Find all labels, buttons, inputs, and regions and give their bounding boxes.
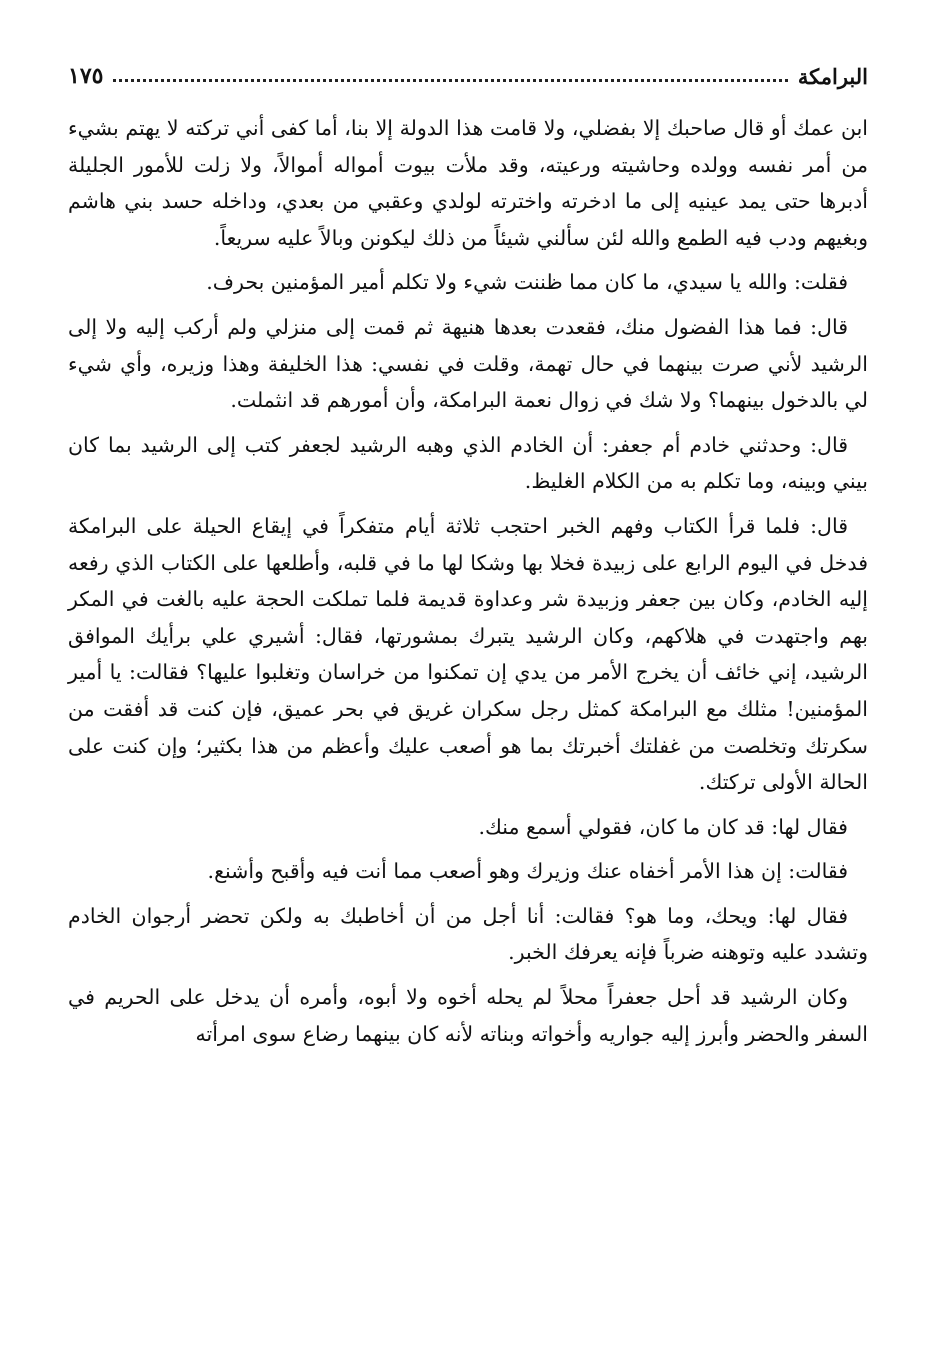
book-title: البرامكة: [797, 63, 868, 89]
paragraph-9: وكان الرشيد قد أحل جعفراً محلاً لم يحله أخوه ولا أبوه، وأمره أن يدخل على الحريم في السفر والحضر وأبرز إليه جواريه وأخواته وبناته لأنه كان بينهما رضاع سوى امرأته: [68, 985, 868, 1046]
paragraph-2: فقلت: والله يا سيدي، ما كان مما ظننت شيء ولا تكلم أمير المؤمنين بحرف.: [206, 270, 848, 295]
paragraph-3: قال: فما هذا الفضول منك، فقعدت بعدها هنيهة ثم قمت إلى منزلي ولم أركب إليه ولا إلى الرشيد لأني صرت بينهما في حال تهمة، وقلت في نفسي: هذا الخليفة وهذا وزيره، وأي شيء لي بالدخول بينهما؟ ولا شك في زوال نعمة البرامكة، وأن أمورهم قد انثملت.: [68, 314, 868, 413]
paragraph-7: فقالت: إن هذا الأمر أخفاه عنك وزيرك وهو أصعب مما أنت فيه وأقبح وأشنع.: [207, 859, 848, 884]
page-number: ١٧٥: [68, 63, 104, 89]
running-head: [68, 58, 868, 94]
paragraph-4: قال: وحدثني خادم أم جعفر: أن الخادم الذي وهبه الرشيد لجعفر كتب إلى الرشيد بما كان بيني وبينه، وما تكلم به من الكلام الغليظ.: [68, 432, 868, 494]
paragraph-5: قال: فلما قرأ الكتاب وفهم الخبر احتجب ثلاثة أيام متفكراً في إيقاع الحيلة على البرامكة فدخل في اليوم الرابع على زبيدة فخلا بها وشكا لها ما في قلبه، وأطلعها على الكتاب الذي رفعه إليه الخادم، وكان بين جعفر وزبيدة شر وعداوة قديمة فلما تملكت الحجة عليه بالغت في المكر بهم واجتهدت في هلاكهم، وكان الرشيد يتبرك بمشورتها، فقال: أشيري علي برأيك الموافق الرشيد، إني خائف أن يخرج الأمر من يدي إن تمكنوا من خراسان وتغلبوا عليها؟ فقالت: يا أمير المؤمنين! مثلك مع البرامكة كمثل رجل سكران غريق في بحر عميق، فإن كنت قد أفقت من سكرتك وتخلصت من غفلتك أخبرتك بما هو أصعب عليك وأعظم من هذا بكثير؛ وإن كنت على الحالة الأولى تركتك.: [68, 513, 868, 795]
paragraph-6: فقال لها: قد كان ما كان، فقولي أسمع منك.: [478, 814, 848, 839]
body-text: [68, 110, 868, 1052]
paragraph-1: ابن عمك أو قال صاحبك إلا بفضلي، ولا قامت هذا الدولة إلا بنا، أما كفى أني تركته لا يهتم بشيء من أمر نفسه وولده وحاشيته ورعيته، وقد ملأت بيوت أمواله أموالاً، ولا زلت للأمور الجليلة أدبرها حتى يمد عينيه إلى ما ادخرته واخترته لولدي وعقبي من بعدي، وداخله حسد بني هاشم وبغيهم ودب فيه الطمع والله لئن سألني شيئاً من ذلك ليكونن وبالاً عليه سريعاً.: [68, 116, 868, 250]
dot-leader: [113, 79, 787, 82]
book-page: [68, 58, 868, 1348]
paragraph-8: فقال لها: ويحك، وما هو؟ فقالت: أنا أجل من أن أخاطبك به ولكن تحضر أرجوان الخادم وتشدد عليه وتوهنه ضرباً فإنه يعرفك الخبر.: [68, 903, 868, 965]
